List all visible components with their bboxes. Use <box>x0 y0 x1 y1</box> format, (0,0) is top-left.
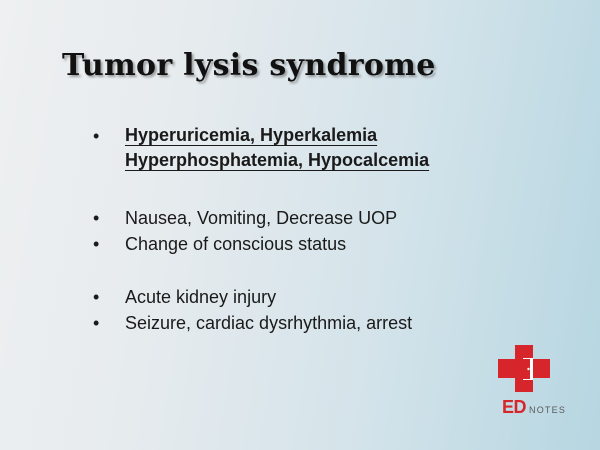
bullet-text: Seizure, cardiac dysrhythmia, arrest <box>125 313 413 333</box>
bullet-text: Change of conscious status <box>125 234 347 254</box>
spacer <box>93 257 429 284</box>
bullet-list <box>93 123 429 336</box>
bullet-line: Hyperuricemia, Hyperkalemia <box>125 125 378 145</box>
bullet-text: Nausea, Vomiting, Decrease UOP <box>125 208 398 228</box>
bullet-marker: • <box>93 208 100 228</box>
bullet-marker: • <box>93 126 100 146</box>
bullet-item <box>93 231 429 257</box>
bullet-marker: • <box>93 234 100 254</box>
bullet-item <box>93 310 429 336</box>
spacer <box>93 173 429 205</box>
slide-title: Tumor lysis syndrome <box>62 48 436 83</box>
bullet-item-electrolytes <box>93 123 429 173</box>
medical-cross-door-icon <box>498 345 550 392</box>
bullet-item <box>93 284 429 310</box>
bullet-marker: • <box>93 313 100 333</box>
bullet-text <box>125 123 429 173</box>
logo-wordmark <box>502 397 566 418</box>
bullet-text: Acute kidney injury <box>125 287 277 307</box>
ed-notes-logo <box>494 345 567 420</box>
bullet-line: Hyperphosphatemia, Hypocalcemia <box>125 150 430 170</box>
bullet-marker: • <box>93 287 100 307</box>
bullet-item <box>93 205 429 231</box>
logo-suffix: NOTES <box>529 405 567 415</box>
logo-brand: ED <box>502 397 527 417</box>
